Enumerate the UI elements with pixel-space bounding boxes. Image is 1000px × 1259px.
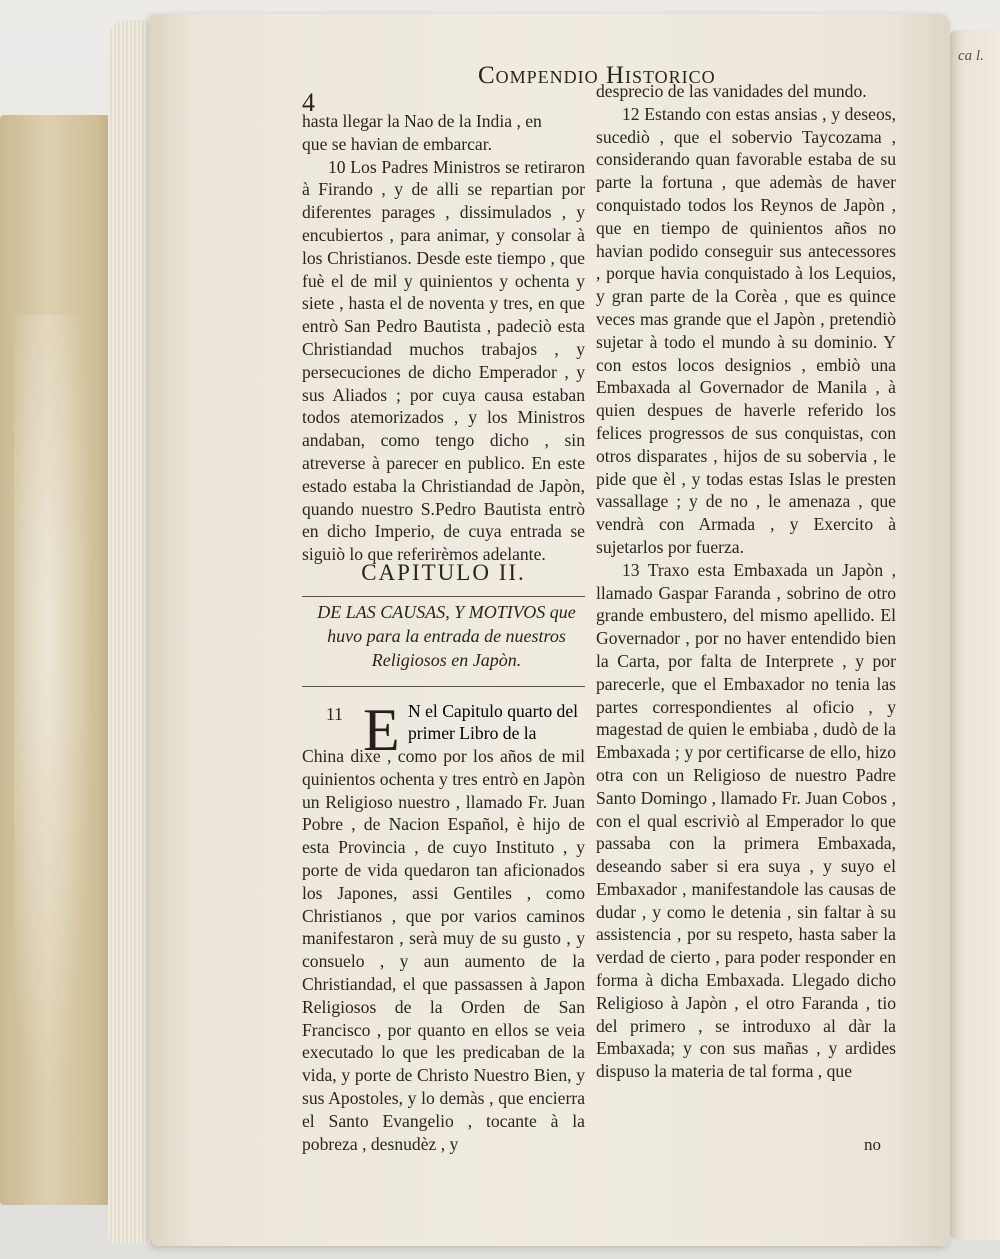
right-column xyxy=(596,80,896,1083)
paragraph-11-line2: primer Libro de la xyxy=(408,723,537,743)
paragraph-10: 10 Los Padres Ministros se retiraron à Firando , y de alli se repartian por diferentes parages , dissimulados , y encubiertos , para animar, y consolar à los Christianos. Desde este tiempo , que fuè el de mil y quinientos y ochenta y siete , hasta el de noventa y tres, en que entrò San Pedro Bautista , padeciò esta Christiandad muchos trabajos , y persecuciones de dicho Emperador , y sus Aliados ; por cuya causa estaban todos atemorizados , y los Ministros andaban, como tengo dicho , sin atreverse à parecer en publico. En este estado estaba la Christiandad de Japòn, quando nuestro S.Pedro Bautista entrò en dicho Imperio, de cuya entrada se siguiò lo que referirèmos adelante. xyxy=(302,156,585,565)
page-number: 4 xyxy=(302,88,315,117)
chapter-heading: CAPITULO II. xyxy=(361,560,526,585)
left-column-top xyxy=(302,110,585,566)
paragraph-11-body: China dixe , como por los años de mil quinientos ochenta y tres entrò en Japòn un Religioso nuestro , llamado Fr. Juan Pobre , de Nacion Español, è hijo de esta Provincia , de cuyo Instituto , y porte de vida quedaron tan aficionados los Japones, assi Gentiles , como Christianos , que por varios caminos manifestaron , serà muy de su gusto , y consuelo , y aun aumento de la Christiandad, el que passassen à Japon Religiosos de la Orden de San Francisco , por quanto en ellos se veia executado lo que les predicaban de la vida, y porte de Christo Nuestro Bien, y sus Apostoles, y lo demàs , que encierra el Santo Evangelio , tocante à la pobreza , desnudèz , y xyxy=(302,746,585,1154)
paragraph-11-line1: N el Capitulo quarto del xyxy=(408,701,579,721)
subtitle-rule xyxy=(302,686,585,687)
text-line: hasta llegar la Nao de la India , en xyxy=(302,111,542,131)
heading-rule xyxy=(302,596,585,597)
facing-page-handwriting: ca l. xyxy=(958,48,984,64)
drop-cap: E xyxy=(363,697,400,763)
text-line: desprecio de las vanidades del mundo. xyxy=(596,81,867,101)
text-line: que se havian de embarcar. xyxy=(302,133,493,154)
catchword: no xyxy=(864,1135,881,1154)
paragraph-number: 11 xyxy=(326,704,343,724)
running-head: Compendio Historico xyxy=(478,62,716,89)
facing-page-edge xyxy=(948,30,1000,1240)
book-cover xyxy=(0,115,120,1205)
cover-wear xyxy=(14,315,94,1115)
chapter-subtitle: DE LAS CAUSAS, Y MOTIVOS que huvo para la entrada de nuestros Religiosos en Japòn. xyxy=(317,602,576,670)
paragraph-13: 13 Traxo esta Embaxada un Japòn , llamado Gaspar Faranda , sobrino de otro grande embustero, del mismo apellido. El Governador , por no haver entendido bien la Carta, por falta de Interprete , y por parecerle, que el Embaxador no tenia las partes correspondientes al oficio , y magestad de quien le embiaba , dudò de la Embaxada ; y por certificarse de ello, hizo otra con un Religioso de nuestro Padre Santo Domingo , llamado Fr. Juan Cobos , con el qual escriviò al Emperador lo que passaba con la primera Embaxada, deseando saber si era suya , y suyo el Embaxador , manifestandole las causas de dudar , y como le detenia , sin faltar à su assistencia , por su respeto, hasta saber la verdad de cierto , para poder responder en forma à dicha Embaxada. Llegado dicho Religioso à Japòn , el otro Faranda , tio del primero , se introduxo al dàr la Embaxada; y con sus mañas , y ardides dispuso la materia de tal forma , que xyxy=(596,559,896,1082)
paragraph-12: 12 Estando con estas ansias , y deseos, sucediò , que el sobervio Taycozama , considerando quan favorable estaba de su parte la fortuna , que ademàs de haver conquistado todos los Reynos de Japòn , que en tiempo de quinientos años no havian podido conseguir sus antecessores , porque havia conquistado à los Lequios, y gran parte de la Corèa , que es quince veces mas grande que el Japòn , pretendiò sujetar à todo el mundo à su dominio. Y con estos locos designios , embiò una Embaxada al Governador de Manila , à quien despues de haverle referido los felices progressos de sus conquistas, con otros disparates , hijos de su sobervia , le pide que èl , y todas estas Islas le presten vassallage ; y de no , le amenaza , que vendrà con Armada , y Exercito à sujetarlos por fuerza. xyxy=(596,103,896,557)
left-column-bottom xyxy=(302,745,585,1155)
